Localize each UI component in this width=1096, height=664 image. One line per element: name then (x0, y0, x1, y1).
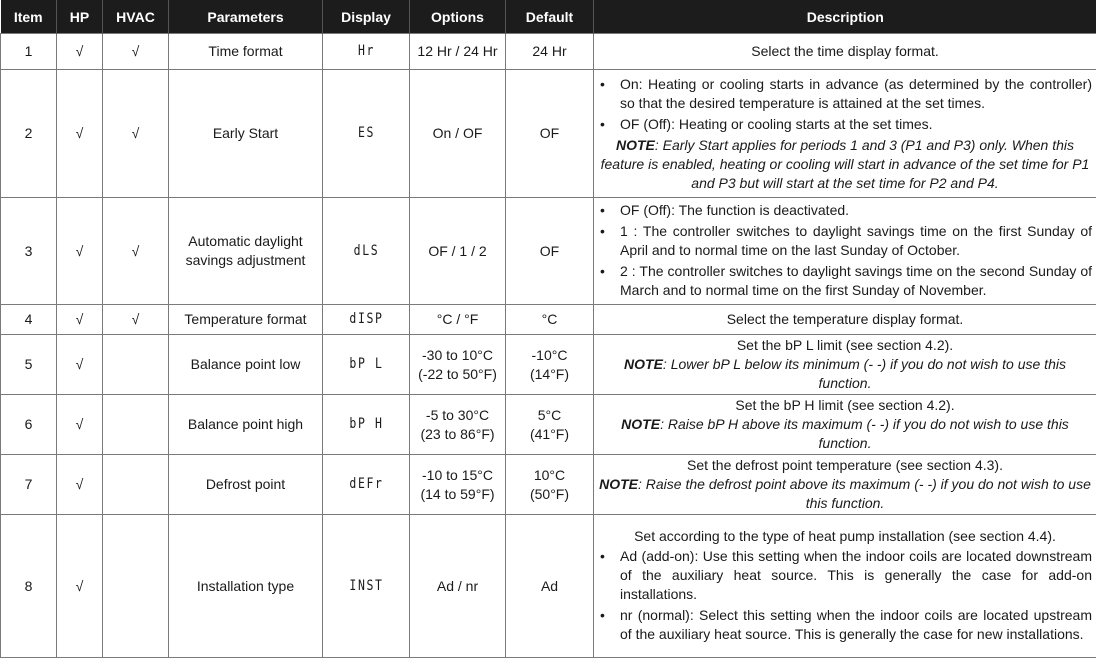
options (410, 455, 506, 515)
default-value: OF (506, 70, 594, 198)
note-text: : Lower bP L below its minimum (- -) if you do not wish to use this function. (662, 356, 1066, 391)
default-line: (14°F) (529, 365, 570, 382)
description-note (598, 475, 1092, 513)
header-row (1, 0, 1096, 34)
default-line: (50°F) (529, 485, 570, 502)
description-bullet: • 2 : The controller switches to daylight savings time on the second Sunday of March and to normal time on the first Sunday of November. (598, 262, 1092, 300)
description-note (598, 415, 1092, 453)
item-number: 6 (1, 395, 57, 455)
description (594, 455, 1096, 515)
description-note (598, 136, 1092, 193)
parameter-name: Balance point low (169, 335, 323, 395)
hvac-check (103, 395, 169, 455)
item-number: 7 (1, 455, 57, 515)
parameter-name: Defrost point (169, 455, 323, 515)
display-code: bP H (330, 395, 401, 455)
options-line: (-22 to 50°F) (418, 365, 497, 382)
description-list (598, 547, 1092, 644)
table-row (1, 515, 1096, 658)
default-value: °C (506, 305, 594, 335)
table-row (1, 395, 1096, 455)
header-options: Options (410, 0, 506, 34)
hp-check: √ (57, 70, 103, 198)
description-note (598, 355, 1092, 393)
description-text: Set the defrost point temperature (see section 4.3). (687, 457, 1003, 473)
hvac-check: √ (103, 198, 169, 305)
table-row (1, 305, 1096, 335)
default-line: -10°C (531, 346, 568, 363)
options: On / OF (410, 70, 506, 198)
options: Ad / nr (410, 515, 506, 658)
display-code: dISP (330, 305, 401, 335)
default-value (506, 455, 594, 515)
default-value (506, 335, 594, 395)
item-number: 5 (1, 335, 57, 395)
options (410, 395, 506, 455)
description (594, 305, 1096, 335)
table-row (1, 70, 1096, 198)
description-text: Select the temperature display format. (726, 311, 964, 327)
default-line: 5°C (537, 406, 562, 423)
default-value: OF (506, 198, 594, 305)
description-list (598, 75, 1092, 134)
note-label: NOTE (615, 137, 655, 153)
note-label: NOTE (621, 416, 661, 432)
description-list (598, 201, 1092, 300)
header-item: Item (1, 0, 57, 34)
hp-check: √ (57, 335, 103, 395)
note-text: : Early Start applies for periods 1 and 3 (P1 and P3) only. When this feature is enabled, heating or cooling will start in advance of the set time for P1 and P3 but will start at the set time for P2 and P4. (600, 137, 1090, 191)
note-text: : Raise bP H above its maximum (- -) if you do not wish to use this function. (660, 416, 1069, 451)
hvac-check (103, 455, 169, 515)
hvac-check (103, 515, 169, 658)
description-bullet: • OF (Off): Heating or cooling starts at the set times. (598, 115, 1092, 134)
parameter-name: Early Start (169, 70, 323, 198)
table-row (1, 335, 1096, 395)
options (410, 335, 506, 395)
parameter-name: Temperature format (169, 305, 323, 335)
options-line: -30 to 10°C (422, 346, 493, 363)
header-hp: HP (57, 0, 103, 34)
description (594, 70, 1096, 198)
description (594, 198, 1096, 305)
item-number: 8 (1, 515, 57, 658)
display-code: bP L (330, 335, 401, 395)
item-number: 3 (1, 198, 57, 305)
table-row (1, 455, 1096, 515)
display-code: dEFr (330, 455, 401, 515)
display-code: dLS (330, 198, 401, 305)
hp-check: √ (57, 34, 103, 70)
item-number: 1 (1, 34, 57, 70)
header-display: Display (323, 0, 410, 34)
hp-check: √ (57, 515, 103, 658)
default-value: 24 Hr (506, 34, 594, 70)
default-line: 10°C (533, 466, 566, 483)
hvac-check: √ (103, 34, 169, 70)
header-default: Default (506, 0, 594, 34)
options: 12 Hr / 24 Hr (410, 34, 506, 70)
options-line: -10 to 15°C (422, 466, 493, 483)
description-text: Set the bP L limit (see section 4.2). (736, 337, 954, 353)
options: °C / °F (410, 305, 506, 335)
options-line: (23 to 86°F) (420, 425, 495, 442)
table-row (1, 198, 1096, 305)
description-bullet: • Ad (add-on): Use this setting when the indoor coils are located downstream of the auxiliary heat source. This is generally the case for add-on installations. (598, 547, 1092, 604)
parameter-name: Installation type (169, 515, 323, 658)
header-description: Description (594, 0, 1096, 34)
default-value: Ad (506, 515, 594, 658)
item-number: 2 (1, 70, 57, 198)
description-bullet: • 1 : The controller switches to daylight savings time on the first Sunday of April and to normal time on the last Sunday of October. (598, 222, 1092, 260)
header-hvac: HVAC (103, 0, 169, 34)
options-line: (14 to 59°F) (420, 485, 495, 502)
parameter-name: Automatic daylight savings adjustment (169, 198, 323, 305)
options-line: -5 to 30°C (425, 406, 490, 423)
note-text: : Raise the defrost point above its maximum (- -) if you do not wish to use this function. (638, 476, 1091, 511)
options: OF / 1 / 2 (410, 198, 506, 305)
hvac-check: √ (103, 70, 169, 198)
hp-check: √ (57, 395, 103, 455)
note-label: NOTE (599, 476, 638, 492)
description-text: Set the bP H limit (see section 4.2). (735, 397, 955, 413)
display-code: ES (330, 70, 401, 198)
default-line: (41°F) (529, 425, 570, 442)
hvac-check: √ (103, 305, 169, 335)
hp-check: √ (57, 455, 103, 515)
description (594, 34, 1096, 70)
description (594, 395, 1096, 455)
header-parameters: Parameters (169, 0, 323, 34)
item-number: 4 (1, 305, 57, 335)
description-text: Select the time display format. (751, 43, 939, 59)
display-code: Hr (330, 34, 401, 70)
description (594, 515, 1096, 658)
hp-check: √ (57, 198, 103, 305)
note-label: NOTE (624, 356, 663, 372)
parameter-name: Time format (169, 34, 323, 70)
hvac-check (103, 335, 169, 395)
description-bullet: • On: Heating or cooling starts in advance (as determined by the controller) so that the desired temperature is attained at the set times. (598, 75, 1092, 113)
table-row (1, 34, 1096, 70)
hp-check: √ (57, 305, 103, 335)
description-bullet: • nr (normal): Select this setting when the indoor coils are located upstream of the auxiliary heat source. This is generally the case for new installations. (598, 606, 1092, 644)
default-value (506, 395, 594, 455)
display-code: INST (330, 515, 401, 658)
description-text: Set according to the type of heat pump installation (see section 4.4). (634, 527, 1056, 544)
description (594, 335, 1096, 395)
description-bullet: • OF (Off): The function is deactivated. (598, 201, 1092, 220)
parameter-name: Balance point high (169, 395, 323, 455)
